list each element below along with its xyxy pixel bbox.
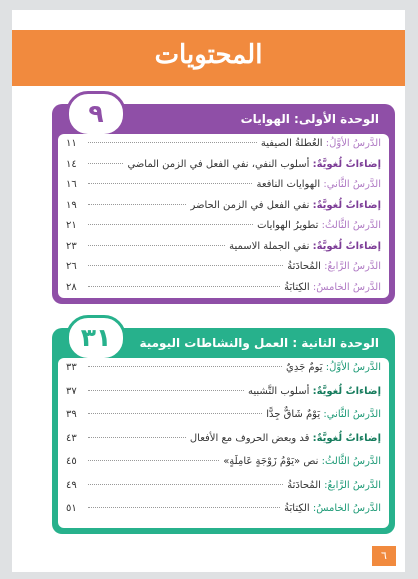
list-item[interactable]: [66, 480, 381, 504]
unit-1-heading: الوحدة الأولى: الهوايات: [240, 112, 379, 126]
unit-1-list: [58, 134, 389, 298]
list-item[interactable]: [66, 138, 381, 159]
item-title: يَومٌ جَدِيٌ: [286, 362, 323, 373]
item-kind: الدَّرسُ الأوَّلُ:: [325, 362, 381, 373]
item-label: [223, 456, 381, 467]
dot-leader: [88, 366, 282, 367]
item-title: قد وبعض الحروف مع الأفعال: [189, 432, 310, 444]
item-title: العُطلةُ الصيفية: [260, 138, 323, 149]
item-title: تطويرُ الهوايات: [257, 220, 319, 231]
item-kind: إضاءاتٌ لُغويَّةٌ:: [312, 385, 381, 397]
list-item[interactable]: [66, 241, 381, 262]
item-title: يَوْمٌ شَاقٌّ جِدًّا: [266, 409, 321, 420]
item-kind: الدَّرسُ الخامسُ:: [312, 281, 381, 293]
item-label: [229, 241, 381, 252]
dot-leader: [88, 437, 186, 438]
item-label: [266, 409, 381, 420]
item-page-number: ٥١: [66, 503, 77, 514]
item-page-number: ٢٣: [66, 240, 77, 252]
dot-leader: [88, 204, 186, 205]
dot-leader: [88, 142, 257, 143]
dot-leader: [88, 286, 280, 287]
item-title: المُحادَثةُ: [287, 479, 321, 491]
unit-2-list: [58, 358, 389, 528]
list-item[interactable]: [66, 386, 381, 410]
list-item[interactable]: [66, 433, 381, 457]
item-page-number: ٤٣: [66, 432, 77, 444]
unit-2-panel: [52, 323, 395, 534]
item-kind: الدَّرسُ الرَّابعُ:: [324, 479, 381, 491]
unit-2-heading: الوحدة الثانية : العمل والنشاطات اليومية: [139, 336, 379, 350]
list-item[interactable]: [66, 179, 381, 200]
item-kind: إضاءاتٌ لُغويَّةٌ:: [312, 199, 381, 211]
item-page-number: ١١: [66, 138, 77, 149]
item-kind: الدَّرسُ الأوَّلُ:: [325, 138, 381, 149]
item-page-number: ٢١: [66, 220, 77, 231]
item-page-number: ١٦: [66, 179, 77, 190]
dot-leader: [88, 413, 262, 414]
item-title: نص «يَوْمُ زَوْجَةٍ عَامِلَةٍ»: [223, 456, 319, 467]
item-kind: الدَّرسُ الخامسُ:: [312, 503, 381, 514]
list-item[interactable]: [66, 503, 381, 527]
dot-leader: [88, 507, 280, 508]
list-item[interactable]: [66, 282, 381, 303]
item-kind: إضاءاتٌ لُغويَّةٌ:: [312, 158, 381, 170]
item-page-number: ٤٥: [66, 456, 77, 467]
list-item[interactable]: [66, 362, 381, 386]
item-label: [261, 138, 381, 149]
page: [12, 10, 405, 572]
item-kind: الدَّرسُ الثَّالثُ:: [321, 220, 381, 231]
item-kind: الدَّرسُ الثَّالثُ:: [321, 456, 381, 467]
item-label: [257, 220, 381, 231]
dot-leader: [88, 224, 253, 225]
list-item[interactable]: [66, 409, 381, 433]
item-page-number: ٣٩: [66, 409, 77, 420]
item-label: [284, 282, 381, 293]
unit-1-panel: [52, 99, 395, 304]
item-label: [287, 261, 381, 272]
item-page-number: ٤٩: [66, 479, 77, 491]
item-page-number: ١٩: [66, 199, 77, 211]
item-label: [248, 386, 381, 397]
item-title: المُحادَثةُ: [287, 261, 321, 272]
item-kind: الدَّرسُ الثَّاني:: [323, 409, 381, 420]
item-page-number: ٣٣: [66, 362, 77, 373]
item-page-number: ٢٨: [66, 281, 77, 293]
item-page-number: ١٤: [66, 158, 77, 170]
item-label: [190, 200, 381, 211]
item-kind: إضاءاتٌ لُغويَّةٌ:: [312, 432, 381, 444]
list-item[interactable]: [66, 261, 381, 282]
item-page-number: ٢٦: [66, 261, 77, 272]
dot-leader: [88, 390, 244, 391]
list-item[interactable]: [66, 200, 381, 221]
item-label: [127, 159, 381, 170]
item-title: نفي الجملة الاسمية: [229, 240, 310, 252]
item-kind: الدَّرسُ الثَّاني:: [323, 179, 381, 190]
item-label: [190, 433, 381, 444]
item-title: أسلوب التَّشبيه: [248, 385, 310, 397]
item-title: أسلوب النفي، نفي الفعل في الزمن الماضي: [127, 158, 310, 170]
title-banner: [12, 30, 405, 86]
dot-leader: [88, 245, 225, 246]
item-kind: إضاءاتٌ لُغويَّةٌ:: [312, 240, 381, 252]
item-page-number: ٣٧: [66, 385, 77, 397]
page-title: المحتويات: [154, 40, 263, 70]
item-title: نفي الفعل في الزمن الحاضر: [190, 199, 310, 211]
list-item[interactable]: [66, 456, 381, 480]
page-number: ٦: [372, 546, 396, 566]
item-title: الكِتابَةُ: [284, 281, 310, 293]
item-label: [284, 503, 381, 514]
dot-leader: [88, 265, 283, 266]
dot-leader: [88, 460, 219, 461]
item-label: [287, 480, 381, 491]
list-item[interactable]: [66, 220, 381, 241]
item-label: [286, 362, 381, 373]
dot-leader: [88, 183, 252, 184]
unit-2-number: ٣١: [66, 315, 126, 361]
unit-1-number: ٩: [66, 91, 126, 137]
item-title: الكِتابَةُ: [284, 503, 310, 514]
dot-leader: [88, 484, 283, 485]
item-label: [256, 179, 381, 190]
list-item[interactable]: [66, 159, 381, 180]
item-kind: الدَّرسُ الرَّابعُ:: [324, 261, 381, 272]
dot-leader: [88, 163, 123, 164]
item-title: الهوايات النافعة: [256, 179, 321, 190]
